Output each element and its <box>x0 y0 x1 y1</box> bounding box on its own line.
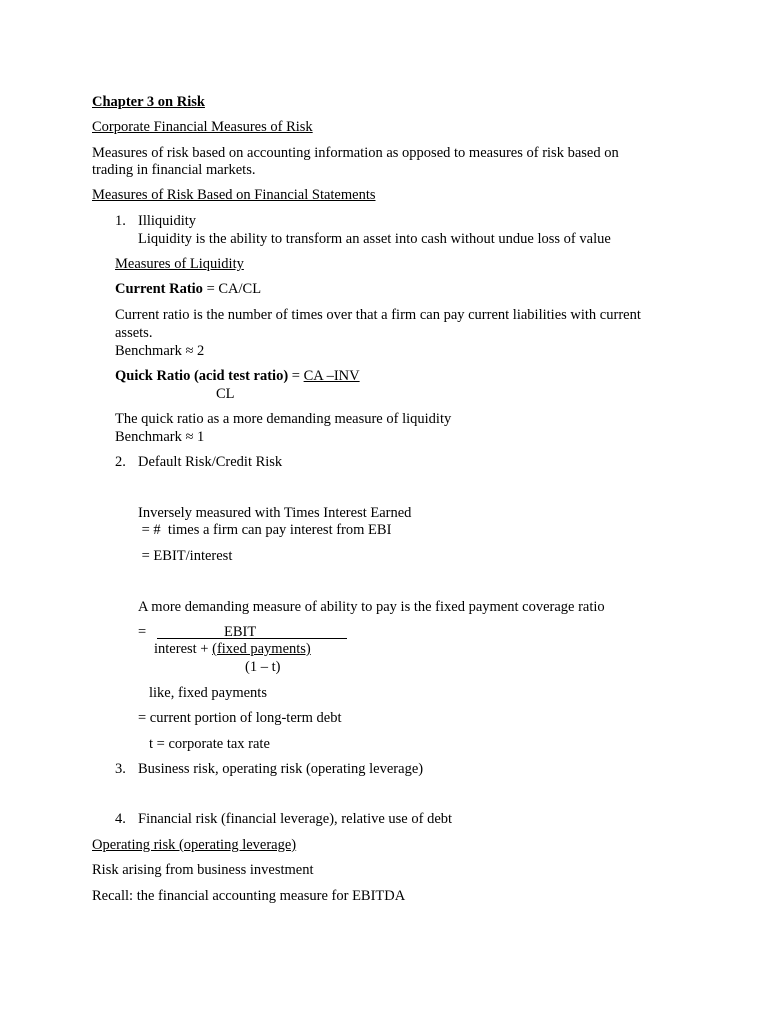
quick-ratio-benchmark: Benchmark ≈ 1 <box>115 429 205 445</box>
liquidity-heading: Measures of Liquidity <box>115 256 244 272</box>
times-interest-earned-formula: = EBIT/interest <box>138 548 233 564</box>
times-interest-earned-line: Inversely measured with Times Interest Earned <box>138 505 412 521</box>
current-ratio-desc-2: assets. <box>115 325 153 341</box>
current-ratio-line <box>115 281 261 298</box>
times-interest-earned-definition: = # times a firm can pay interest from EBI <box>138 522 392 538</box>
current-ratio-desc-1: Current ratio is the number of times over that a firm can pay current liabilities with current <box>115 307 641 323</box>
quick-ratio-numerator: CA –INV <box>303 368 360 384</box>
quick-ratio-equals: = <box>288 368 304 384</box>
fpc-denominator-tax-term: (1 – t) <box>245 659 281 675</box>
operating-risk-heading: Operating risk (operating leverage) <box>92 837 297 853</box>
like-fixed-payments: like, fixed payments <box>149 685 267 701</box>
item-1-label: Illiquidity <box>138 213 196 229</box>
section-heading-corporate: Corporate Financial Measures of Risk <box>92 119 313 135</box>
item-3-number: 3. <box>115 761 126 777</box>
fpc-denominator-prefix: interest + <box>154 641 213 657</box>
current-ratio-label: Current Ratio <box>115 281 203 297</box>
operating-risk-description: Risk arising from business investment <box>92 862 314 878</box>
item-4-label: Financial risk (financial leverage), relative use of debt <box>138 811 453 827</box>
current-portion-line: = current portion of long-term debt <box>138 710 342 726</box>
quick-ratio-denominator: CL <box>216 386 235 402</box>
fixed-payment-coverage-line: A more demanding measure of ability to pay is the fixed payment coverage ratio <box>138 599 605 615</box>
item-2-label: Default Risk/Credit Risk <box>138 454 283 470</box>
item-1-definition: Liquidity is the ability to transform an asset into cash without undue loss of value <box>138 231 611 247</box>
tax-rate-line: t = corporate tax rate <box>149 736 270 752</box>
current-ratio-benchmark: Benchmark ≈ 2 <box>115 343 205 359</box>
intro-line-2: trading in financial markets. <box>92 162 256 178</box>
quick-ratio-label: Quick Ratio (acid test ratio) <box>115 368 289 384</box>
quick-ratio-line <box>115 368 360 385</box>
chapter-title: Chapter 3 on Risk <box>92 94 205 110</box>
fpc-equals-sign: = <box>138 624 147 640</box>
current-ratio-formula: = CA/CL <box>202 281 262 297</box>
fpc-denominator <box>154 641 311 658</box>
recall-line: Recall: the financial accounting measure for EBITDA <box>92 888 406 904</box>
intro-line-1: Measures of risk based on accounting information as opposed to measures of risk based on <box>92 145 619 161</box>
item-1-number: 1. <box>115 213 126 229</box>
section-heading-financial-statements: Measures of Risk Based on Financial Statements <box>92 187 376 203</box>
item-2-number: 2. <box>115 454 126 470</box>
quick-ratio-description: The quick ratio as a more demanding measure of liquidity <box>115 411 452 427</box>
item-3-label: Business risk, operating risk (operating leverage) <box>138 761 424 777</box>
fpc-numerator: EBIT <box>224 624 257 640</box>
fpc-denominator-fixed-payments: (fixed payments) <box>212 641 311 657</box>
item-4-number: 4. <box>115 811 126 827</box>
